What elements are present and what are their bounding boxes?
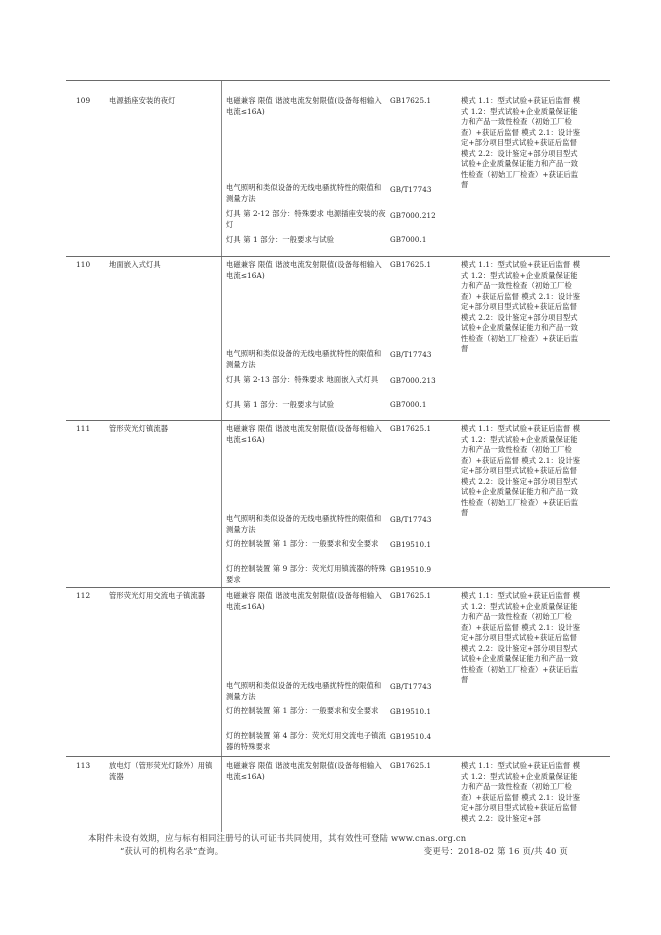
standard-name: 灯具 第 1 部分：一般要求与试验 <box>226 235 335 244</box>
footer-line-2 <box>88 845 568 858</box>
standard-name: 电磁兼容 限值 谐波电流发射限值(设备每相输入电流≤16A) <box>226 761 382 781</box>
standard-name: 电磁兼容 限值 谐波电流发射限值(设备每相输入电流≤16A) <box>226 591 382 611</box>
standard-code: GB17625.1 <box>390 761 432 770</box>
standard-name: 灯的控制装置 第 1 部分：一般要求和安全要求 <box>226 706 379 715</box>
product-name: 管形荧光灯镇流器 <box>109 424 169 433</box>
standard-code: GB19510.1 <box>390 540 432 549</box>
certification-mode: 模式 1.1：型式试验+获证后监督 模式 1.2：型式试验+企业质量保证能力和产品一致性检查（初始工厂检查）+获证后监督 模式 2.1：设计鉴定+部分项目型式试验+获证后监督 模式 2.2：设计鉴定+部分项目型式试验+企业质量保证能力和产品一致性检查（初始工厂检查）+获证后监督 <box>461 260 581 353</box>
row-number: 111 <box>76 424 91 433</box>
product-name: 放电灯（管形荧光灯除外）用镇流器 <box>109 761 213 781</box>
row-number: 109 <box>76 96 91 105</box>
standard-name: 灯具 第 1 部分：一般要求与试验 <box>226 400 335 409</box>
table-row <box>66 757 610 832</box>
standard-name: 灯的控制装置 第 9 部分：荧光灯用镇流器的特殊要求 <box>226 564 386 584</box>
product-name: 电源插座安装的夜灯 <box>109 96 176 105</box>
product-name: 管形荧光灯用交流电子镇流器 <box>109 591 206 600</box>
standard-name: 灯的控制装置 第 1 部分：一般要求和安全要求 <box>226 539 379 548</box>
certification-mode: 模式 1.1：型式试验+获证后监督 模式 1.2：型式试验+企业质量保证能力和产品一致性检查（初始工厂检查）+获证后监督 模式 2.1：设计鉴定+部分项目型式试验+获证后监督 模式 2.2：设计鉴定+部分项目型式试验+企业质量保证能力和产品一致性检查（初始工厂检查）+获证后监督 <box>461 591 581 684</box>
standard-code: GB/T17743 <box>390 682 432 691</box>
standard-name: 电气照明和类似设备的无线电骚扰特性的限值和测量方法 <box>226 183 382 203</box>
standard-name: 灯具 第 2-13 部分：特殊要求 地面嵌入式灯具 <box>226 375 379 384</box>
certification-mode: 模式 1.1：型式试验+获证后监督 模式 1.2：型式试验+企业质量保证能力和产品一致性检查（初始工厂检查）+获证后监督 模式 2.1：设计鉴定+部分项目型式试验+获证后监督 模式 2.2：设计鉴定+部分项目型式试验+企业质量保证能力和产品一致性检查（初始工厂检查）+获证后监督 <box>461 96 581 189</box>
standard-name: 电气照明和类似设备的无线电骚扰特性的限值和测量方法 <box>226 514 382 534</box>
standard-code: GB/T17743 <box>390 515 432 524</box>
certification-mode: 模式 1.1：型式试验+获证后监督 模式 1.2：型式试验+企业质量保证能力和产品一致性检查（初始工厂检查）+获证后监督 模式 2.1：设计鉴定+部分项目型式试验+获证后监督 模式 2.2：设计鉴定+部分项目型式试验+企业质量保证能力和产品一致性检查（初始工厂检查）+获证后监督 <box>461 424 581 517</box>
table-row <box>66 257 610 421</box>
table-row <box>66 81 610 257</box>
standard-code: GB/T17743 <box>390 350 432 359</box>
standard-code: GB17625.1 <box>390 96 432 105</box>
footer-directory-note: “获认可的机构名录”查询。 <box>120 846 224 856</box>
standard-name: 电磁兼容 限值 谐波电流发射限值(设备每相输入电流≤16A) <box>226 260 382 280</box>
standard-name: 电气照明和类似设备的无线电骚扰特性的限值和测量方法 <box>226 681 382 701</box>
footer-validity-note: 本附件未设有效期，应与标有相同注册号的认可证书共同使用，其有效性可登陆 www.cnas.org.cn <box>88 833 467 843</box>
product-name: 地面嵌入式灯具 <box>109 260 161 269</box>
row-number: 113 <box>76 761 91 770</box>
footer-page-info: 变更号：2018-02 第 16 页/共 40 页 <box>423 846 568 856</box>
standard-code: GB17625.1 <box>390 424 432 433</box>
standard-name: 电气照明和类似设备的无线电骚扰特性的限值和测量方法 <box>226 349 382 369</box>
standard-code: GB17625.1 <box>390 591 432 600</box>
standard-code: GB17625.1 <box>390 260 432 269</box>
standard-code: GB7000.1 <box>390 400 427 409</box>
standard-code: GB/T17743 <box>390 185 432 194</box>
certification-mode: 模式 1.1：型式试验+获证后监督 模式 1.2：型式试验+企业质量保证能力和产品一致性检查（初始工厂检查）+获证后监督 模式 2.1：设计鉴定+部分项目型式试验+获证后监督 模式 2.2：设计鉴定+部 <box>461 761 581 823</box>
standard-code: GB7000.212 <box>390 211 436 220</box>
product-table <box>66 80 610 832</box>
table-row <box>66 588 610 757</box>
standard-code: GB7000.213 <box>390 376 436 385</box>
standard-code: GB19510.9 <box>390 565 432 574</box>
standard-code: GB19510.1 <box>390 707 432 716</box>
row-number: 112 <box>76 591 91 600</box>
standard-code: GB7000.1 <box>390 235 427 244</box>
table-row <box>66 421 610 588</box>
standard-name: 电磁兼容 限值 谐波电流发射限值(设备每相输入电流≤16A) <box>226 96 382 116</box>
page-footer <box>88 832 568 858</box>
standard-name: 电磁兼容 限值 谐波电流发射限值(设备每相输入电流≤16A) <box>226 424 382 444</box>
standard-name: 灯的控制装置 第 4 部分：荧光灯用交流电子镇流器的特殊要求 <box>226 731 386 751</box>
standard-name: 灯具 第 2-12 部分：特殊要求 电源插座安装的夜灯 <box>226 209 386 229</box>
row-number: 110 <box>76 260 91 269</box>
standard-code: GB19510.4 <box>390 732 432 741</box>
